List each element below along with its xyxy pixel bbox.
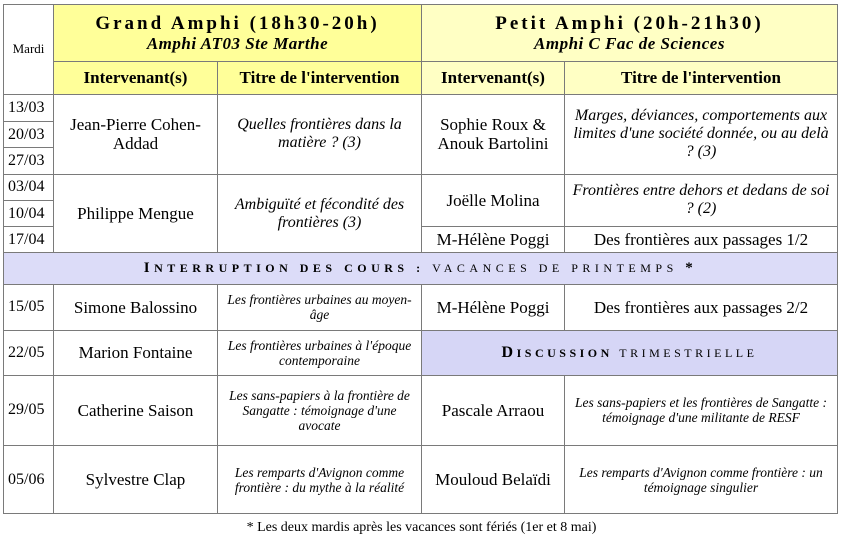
grand-amphi-title: Grand Amphi (18h30-20h): [95, 12, 380, 34]
talk-title-cell: Quelles frontières dans la matière ? (3): [218, 94, 422, 174]
date-cell: 20/03: [4, 122, 54, 148]
discussion-rest-bold: ISCUSSION: [516, 345, 613, 360]
talk-title-cell: Les remparts d'Avignon comme frontière : du mythe à la réalité: [218, 446, 422, 514]
interruption-rest: VACANCES DE PRINTEMPS: [432, 261, 678, 276]
petit-col-speakers: Intervenant(s): [422, 61, 565, 94]
speaker-cell: Sylvestre Clap: [54, 446, 218, 514]
grand-col-speakers: Intervenant(s): [54, 61, 218, 94]
grand-amphi-location: Amphi AT03 Ste Marthe: [146, 33, 329, 53]
date-cell: 03/04: [4, 174, 54, 200]
interruption-colon: :: [416, 261, 425, 276]
speaker-cell: M-Hélène Poggi: [422, 284, 565, 330]
date-cell: 27/03: [4, 148, 54, 174]
date-cell: 17/04: [4, 227, 54, 253]
interruption-first-cap: I: [143, 260, 155, 277]
speaker-cell: M-Hélène Poggi: [422, 227, 565, 253]
petit-amphi-header: [422, 5, 838, 62]
talk-title-cell: Les remparts d'Avignon comme frontière : un témoignage singulier: [565, 446, 838, 514]
date-cell: 10/04: [4, 200, 54, 226]
talk-title-cell: Des frontières aux passages 1/2: [565, 227, 838, 253]
interruption-banner: [4, 253, 838, 284]
schedule-table: [3, 4, 838, 514]
date-cell: 05/06: [4, 446, 54, 514]
day-label: Mardi: [4, 5, 54, 95]
interruption-first-rest: NTERRUPTION DES COURS: [154, 261, 409, 276]
speaker-cell: Jean-Pierre Cohen-Addad: [54, 94, 218, 174]
talk-title-cell: Les frontières urbaines au moyen-âge: [218, 284, 422, 330]
talk-title-cell: Ambiguïté et fécondité des frontières (3): [218, 174, 422, 253]
grand-col-title: Titre de l'intervention: [218, 61, 422, 94]
grand-amphi-header: [54, 5, 422, 62]
speaker-cell: Simone Balossino: [54, 284, 218, 330]
speaker-cell: Pascale Arraou: [422, 375, 565, 446]
speaker-cell: Joëlle Molina: [422, 174, 565, 227]
date-cell: 22/05: [4, 331, 54, 375]
discussion-rest: TRIMESTRIELLE: [619, 345, 758, 360]
discussion-cap: D: [501, 343, 517, 361]
speaker-cell: Philippe Mengue: [54, 174, 218, 253]
petit-amphi-location: Amphi C Fac de Sciences: [534, 33, 725, 53]
speaker-cell: Catherine Saison: [54, 375, 218, 446]
date-cell: 29/05: [4, 375, 54, 446]
date-cell: 15/05: [4, 284, 54, 330]
talk-title-cell: Marges, déviances, comportements aux limites d'une société donnée, ou au delà ? (3): [565, 94, 838, 174]
talk-title-cell: Les sans-papiers et les frontières de Sangatte : témoignage d'une militante de RESF: [565, 375, 838, 446]
footnote: * Les deux mardis après les vacances sont fériés (1er et 8 mai): [246, 520, 597, 535]
discussion-banner: [422, 331, 838, 375]
petit-amphi-title: Petit Amphi (20h-21h30): [495, 12, 764, 34]
talk-title-cell: Frontières entre dehors et dedans de soi ? (2): [565, 174, 838, 227]
speaker-cell: Mouloud Belaïdi: [422, 446, 565, 514]
speaker-cell: Marion Fontaine: [54, 331, 218, 375]
talk-title-cell: Les sans-papiers à la frontière de Sangatte : témoignage d'une avocate: [218, 375, 422, 446]
date-cell: 13/03: [4, 94, 54, 121]
talk-title-cell: Des frontières aux passages 2/2: [565, 284, 838, 330]
interruption-star: *: [685, 260, 698, 277]
talk-title-cell: Les frontières urbaines à l'époque contemporaine: [218, 331, 422, 375]
petit-col-title: Titre de l'intervention: [565, 61, 838, 94]
speaker-cell: Sophie Roux & Anouk Bartolini: [422, 94, 565, 174]
